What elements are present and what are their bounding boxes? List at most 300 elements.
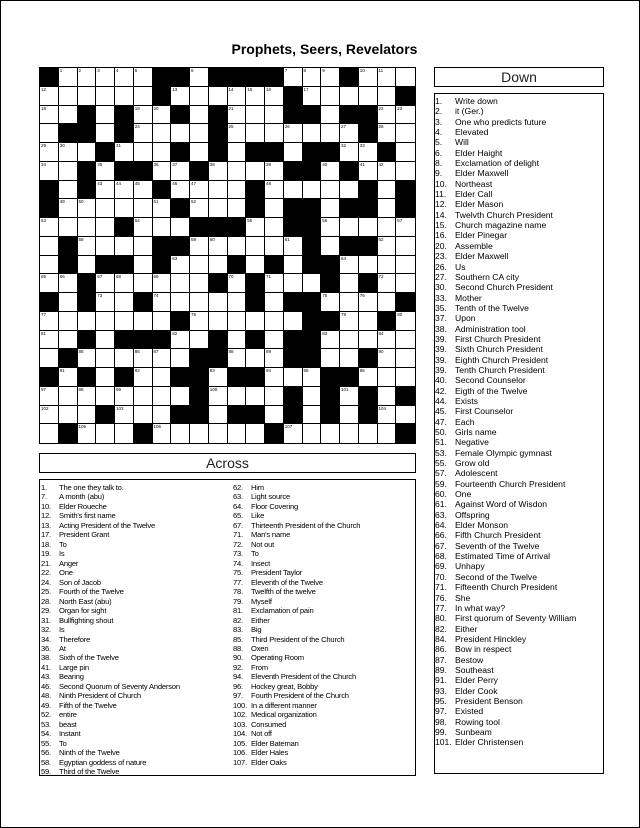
grid-cell[interactable] bbox=[265, 199, 284, 218]
grid-cell[interactable] bbox=[153, 424, 172, 443]
grid-cell[interactable] bbox=[59, 387, 78, 406]
grid-cell[interactable] bbox=[246, 162, 265, 181]
grid-cell[interactable] bbox=[321, 106, 340, 125]
grid-cell[interactable] bbox=[378, 424, 397, 443]
grid-cell[interactable] bbox=[190, 181, 209, 200]
grid-cell[interactable] bbox=[321, 218, 340, 237]
grid-cell[interactable] bbox=[284, 68, 303, 87]
grid-cell[interactable] bbox=[396, 349, 415, 368]
grid-cell[interactable] bbox=[59, 162, 78, 181]
grid-cell[interactable] bbox=[265, 124, 284, 143]
across-clue bbox=[233, 663, 360, 672]
grid-cell[interactable] bbox=[134, 181, 153, 200]
grid-cell[interactable] bbox=[378, 274, 397, 293]
clue-number: 29. bbox=[41, 606, 51, 616]
grid-cell[interactable] bbox=[340, 274, 359, 293]
grid-cell[interactable] bbox=[96, 87, 115, 106]
grid-cell[interactable] bbox=[153, 124, 172, 143]
grid-cell[interactable] bbox=[78, 424, 97, 443]
grid-cell[interactable] bbox=[115, 293, 134, 312]
grid-cell[interactable] bbox=[378, 293, 397, 312]
grid-cell[interactable] bbox=[134, 406, 153, 425]
grid-cell[interactable] bbox=[396, 406, 415, 425]
grid-cell[interactable] bbox=[40, 87, 59, 106]
grid-cell[interactable] bbox=[321, 293, 340, 312]
grid-cell[interactable] bbox=[359, 424, 378, 443]
grid-cell[interactable] bbox=[246, 349, 265, 368]
grid-cell[interactable] bbox=[396, 218, 415, 237]
grid-cell[interactable] bbox=[59, 199, 78, 218]
grid-cell[interactable] bbox=[265, 387, 284, 406]
grid-cell[interactable] bbox=[378, 387, 397, 406]
grid-cell[interactable] bbox=[190, 293, 209, 312]
clue-number: 3. bbox=[435, 116, 443, 127]
grid-cell[interactable] bbox=[246, 237, 265, 256]
grid-cell[interactable] bbox=[153, 406, 172, 425]
grid-cell[interactable] bbox=[171, 87, 190, 106]
grid-cell[interactable] bbox=[265, 312, 284, 331]
grid-cell[interactable] bbox=[59, 218, 78, 237]
grid-cell[interactable] bbox=[265, 368, 284, 387]
grid-cell[interactable] bbox=[265, 181, 284, 200]
grid-cell[interactable] bbox=[40, 256, 59, 275]
crossword-grid[interactable] bbox=[39, 67, 416, 444]
grid-cell[interactable] bbox=[284, 274, 303, 293]
grid-cell[interactable] bbox=[190, 68, 209, 87]
grid-cell[interactable] bbox=[340, 143, 359, 162]
grid-cell[interactable] bbox=[303, 87, 322, 106]
grid-cell[interactable] bbox=[153, 106, 172, 125]
grid-cell[interactable] bbox=[115, 387, 134, 406]
grid-cell[interactable] bbox=[396, 143, 415, 162]
grid-cell[interactable] bbox=[209, 237, 228, 256]
clue-number: 42 bbox=[378, 161, 384, 167]
grid-cell[interactable] bbox=[396, 274, 415, 293]
grid-cell[interactable] bbox=[340, 218, 359, 237]
grid-block bbox=[228, 218, 247, 237]
grid-cell[interactable] bbox=[59, 293, 78, 312]
grid-cell[interactable] bbox=[96, 162, 115, 181]
grid-cell[interactable] bbox=[340, 331, 359, 350]
grid-cell[interactable] bbox=[340, 312, 359, 331]
grid-block bbox=[78, 162, 97, 181]
grid-cell[interactable] bbox=[40, 387, 59, 406]
grid-cell[interactable] bbox=[190, 256, 209, 275]
grid-cell[interactable] bbox=[284, 368, 303, 387]
clue-number: 1. bbox=[41, 483, 47, 492]
grid-cell[interactable] bbox=[303, 181, 322, 200]
grid-cell[interactable] bbox=[59, 181, 78, 200]
clue-number: 87. bbox=[435, 654, 447, 665]
grid-cell[interactable] bbox=[171, 124, 190, 143]
grid-cell[interactable] bbox=[378, 162, 397, 181]
grid-cell[interactable] bbox=[78, 218, 97, 237]
grid-cell[interactable] bbox=[153, 143, 172, 162]
grid-cell[interactable] bbox=[246, 424, 265, 443]
grid-cell[interactable] bbox=[284, 312, 303, 331]
grid-cell[interactable] bbox=[190, 312, 209, 331]
grid-cell[interactable] bbox=[96, 218, 115, 237]
grid-cell[interactable] bbox=[153, 387, 172, 406]
grid-cell[interactable] bbox=[321, 199, 340, 218]
grid-cell[interactable] bbox=[134, 143, 153, 162]
clue-text: Acting President of the Twelve bbox=[59, 520, 156, 530]
grid-cell[interactable] bbox=[78, 312, 97, 331]
grid-cell[interactable] bbox=[40, 274, 59, 293]
grid-cell[interactable] bbox=[303, 124, 322, 143]
grid-cell[interactable] bbox=[209, 387, 228, 406]
grid-cell[interactable] bbox=[284, 143, 303, 162]
grid-cell[interactable] bbox=[284, 124, 303, 143]
grid-cell[interactable] bbox=[96, 274, 115, 293]
grid-cell[interactable] bbox=[378, 368, 397, 387]
grid-cell[interactable] bbox=[228, 199, 247, 218]
grid-cell[interactable] bbox=[209, 293, 228, 312]
grid-cell[interactable] bbox=[228, 124, 247, 143]
clue-number: 102. bbox=[233, 710, 247, 720]
clue-number: 80. bbox=[435, 613, 447, 624]
grid-cell[interactable] bbox=[171, 274, 190, 293]
grid-cell[interactable] bbox=[228, 349, 247, 368]
down-clue bbox=[435, 344, 576, 354]
grid-cell[interactable] bbox=[171, 349, 190, 368]
grid-cell[interactable] bbox=[321, 349, 340, 368]
grid-cell[interactable] bbox=[96, 312, 115, 331]
grid-cell[interactable] bbox=[265, 87, 284, 106]
grid-cell[interactable] bbox=[321, 87, 340, 106]
grid-cell[interactable] bbox=[78, 406, 97, 425]
grid-cell[interactable] bbox=[321, 124, 340, 143]
grid-cell[interactable] bbox=[171, 162, 190, 181]
grid-cell[interactable] bbox=[396, 368, 415, 387]
grid-cell[interactable] bbox=[246, 387, 265, 406]
grid-cell[interactable] bbox=[115, 87, 134, 106]
grid-cell[interactable] bbox=[340, 349, 359, 368]
grid-cell[interactable] bbox=[59, 331, 78, 350]
grid-cell[interactable] bbox=[134, 199, 153, 218]
clue-text: In what way? bbox=[455, 602, 506, 613]
grid-cell[interactable] bbox=[115, 424, 134, 443]
clue-number: 54 bbox=[134, 218, 140, 223]
grid-cell[interactable] bbox=[115, 274, 134, 293]
grid-cell[interactable] bbox=[134, 349, 153, 368]
grid-cell[interactable] bbox=[171, 331, 190, 350]
grid-cell[interactable] bbox=[284, 237, 303, 256]
grid-cell[interactable] bbox=[78, 68, 97, 87]
grid-cell[interactable] bbox=[228, 331, 247, 350]
grid-block bbox=[78, 331, 97, 350]
grid-cell[interactable] bbox=[228, 312, 247, 331]
grid-cell[interactable] bbox=[340, 181, 359, 200]
grid-cell[interactable] bbox=[171, 181, 190, 200]
clue-number: 45 bbox=[134, 180, 140, 186]
grid-cell[interactable] bbox=[153, 274, 172, 293]
grid-cell[interactable] bbox=[228, 162, 247, 181]
grid-cell[interactable] bbox=[359, 293, 378, 312]
grid-cell[interactable] bbox=[396, 312, 415, 331]
grid-cell[interactable] bbox=[209, 181, 228, 200]
grid-cell[interactable] bbox=[228, 293, 247, 312]
grid-cell[interactable] bbox=[59, 106, 78, 125]
grid-cell[interactable] bbox=[378, 199, 397, 218]
grid-cell[interactable] bbox=[265, 274, 284, 293]
grid-cell[interactable] bbox=[190, 106, 209, 125]
clue-text: Sixth of the Twelve bbox=[59, 653, 119, 663]
grid-cell[interactable] bbox=[303, 387, 322, 406]
grid-cell[interactable] bbox=[378, 406, 397, 425]
grid-cell[interactable] bbox=[378, 256, 397, 275]
grid-cell[interactable] bbox=[96, 106, 115, 125]
clue-text: Bow in respect bbox=[455, 644, 512, 655]
down-clue bbox=[435, 448, 576, 458]
grid-cell[interactable] bbox=[284, 181, 303, 200]
grid-cell[interactable] bbox=[340, 424, 359, 443]
grid-cell[interactable] bbox=[378, 331, 397, 350]
grid-cell[interactable] bbox=[378, 237, 397, 256]
grid-cell[interactable] bbox=[190, 237, 209, 256]
grid-cell[interactable] bbox=[153, 162, 172, 181]
grid-cell[interactable] bbox=[359, 143, 378, 162]
grid-cell[interactable] bbox=[359, 87, 378, 106]
grid-cell[interactable] bbox=[378, 68, 397, 87]
grid-cell[interactable] bbox=[96, 349, 115, 368]
grid-cell[interactable] bbox=[115, 181, 134, 200]
grid-block bbox=[115, 218, 134, 237]
grid-cell[interactable] bbox=[209, 87, 228, 106]
grid-cell[interactable] bbox=[340, 124, 359, 143]
grid-cell[interactable] bbox=[134, 387, 153, 406]
grid-cell[interactable] bbox=[228, 181, 247, 200]
grid-cell[interactable] bbox=[153, 218, 172, 237]
grid-cell[interactable] bbox=[40, 349, 59, 368]
grid-cell[interactable] bbox=[340, 293, 359, 312]
grid-cell[interactable] bbox=[78, 256, 97, 275]
grid-cell[interactable] bbox=[209, 424, 228, 443]
grid-cell[interactable] bbox=[359, 162, 378, 181]
grid-cell[interactable] bbox=[303, 424, 322, 443]
grid-cell[interactable] bbox=[359, 368, 378, 387]
grid-cell[interactable] bbox=[209, 368, 228, 387]
grid-cell[interactable] bbox=[321, 68, 340, 87]
grid-cell[interactable] bbox=[115, 312, 134, 331]
grid-cell[interactable] bbox=[59, 312, 78, 331]
grid-cell[interactable] bbox=[396, 124, 415, 143]
grid-cell[interactable] bbox=[96, 293, 115, 312]
grid-cell[interactable] bbox=[78, 237, 97, 256]
grid-cell[interactable] bbox=[190, 87, 209, 106]
grid-cell[interactable] bbox=[96, 124, 115, 143]
grid-cell[interactable] bbox=[265, 349, 284, 368]
grid-cell[interactable] bbox=[134, 256, 153, 275]
grid-cell[interactable] bbox=[59, 406, 78, 425]
grid-cell[interactable] bbox=[59, 368, 78, 387]
grid-cell[interactable] bbox=[246, 312, 265, 331]
grid-cell[interactable] bbox=[96, 68, 115, 87]
grid-cell[interactable] bbox=[303, 68, 322, 87]
grid-cell[interactable] bbox=[209, 406, 228, 425]
grid-cell[interactable] bbox=[246, 218, 265, 237]
grid-cell[interactable] bbox=[396, 256, 415, 275]
grid-cell[interactable] bbox=[171, 387, 190, 406]
grid-cell[interactable] bbox=[134, 124, 153, 143]
grid-cell[interactable] bbox=[246, 87, 265, 106]
grid-cell[interactable] bbox=[359, 331, 378, 350]
grid-cell[interactable] bbox=[40, 143, 59, 162]
grid-cell[interactable] bbox=[321, 331, 340, 350]
grid-cell[interactable] bbox=[190, 424, 209, 443]
grid-cell[interactable] bbox=[378, 106, 397, 125]
grid-cell[interactable] bbox=[134, 68, 153, 87]
grid-cell[interactable] bbox=[265, 406, 284, 425]
grid-cell[interactable] bbox=[40, 312, 59, 331]
grid-cell[interactable] bbox=[284, 424, 303, 443]
grid-cell[interactable] bbox=[171, 256, 190, 275]
grid-cell[interactable] bbox=[228, 143, 247, 162]
grid-cell[interactable] bbox=[340, 87, 359, 106]
grid-cell[interactable] bbox=[209, 199, 228, 218]
grid-cell[interactable] bbox=[96, 368, 115, 387]
grid-cell[interactable] bbox=[153, 312, 172, 331]
grid-cell[interactable] bbox=[396, 162, 415, 181]
grid-cell[interactable] bbox=[96, 387, 115, 406]
grid-cell[interactable] bbox=[153, 199, 172, 218]
grid-cell[interactable] bbox=[40, 106, 59, 125]
grid-cell[interactable] bbox=[246, 124, 265, 143]
grid-cell[interactable] bbox=[359, 256, 378, 275]
grid-cell[interactable] bbox=[190, 199, 209, 218]
grid-cell[interactable] bbox=[359, 218, 378, 237]
grid-cell[interactable] bbox=[265, 331, 284, 350]
grid-cell[interactable] bbox=[171, 293, 190, 312]
clue-text: Big bbox=[251, 625, 262, 635]
grid-cell[interactable] bbox=[115, 143, 134, 162]
grid-cell[interactable] bbox=[78, 349, 97, 368]
grid-cell[interactable] bbox=[59, 68, 78, 87]
grid-cell[interactable] bbox=[246, 106, 265, 125]
grid-cell[interactable] bbox=[190, 143, 209, 162]
grid-cell[interactable] bbox=[228, 237, 247, 256]
grid-cell[interactable] bbox=[303, 368, 322, 387]
grid-cell[interactable] bbox=[59, 87, 78, 106]
grid-cell[interactable] bbox=[228, 87, 247, 106]
grid-cell[interactable] bbox=[321, 237, 340, 256]
grid-cell[interactable] bbox=[78, 143, 97, 162]
grid-block bbox=[209, 274, 228, 293]
grid-cell[interactable] bbox=[378, 87, 397, 106]
grid-cell[interactable] bbox=[340, 256, 359, 275]
grid-cell[interactable] bbox=[134, 312, 153, 331]
grid-cell[interactable] bbox=[284, 256, 303, 275]
grid-cell[interactable] bbox=[340, 387, 359, 406]
grid-cell[interactable] bbox=[209, 312, 228, 331]
grid-cell[interactable] bbox=[40, 424, 59, 443]
grid-cell[interactable] bbox=[396, 331, 415, 350]
grid-cell[interactable] bbox=[303, 274, 322, 293]
grid-cell[interactable] bbox=[96, 181, 115, 200]
grid-cell[interactable] bbox=[378, 181, 397, 200]
grid-cell[interactable] bbox=[40, 406, 59, 425]
grid-cell[interactable] bbox=[265, 293, 284, 312]
grid-cell[interactable] bbox=[228, 387, 247, 406]
grid-cell[interactable] bbox=[265, 106, 284, 125]
grid-cell[interactable] bbox=[134, 274, 153, 293]
grid-cell[interactable] bbox=[246, 256, 265, 275]
grid-cell[interactable] bbox=[171, 424, 190, 443]
grid-cell[interactable] bbox=[396, 106, 415, 125]
grid-cell[interactable] bbox=[40, 162, 59, 181]
grid-cell[interactable] bbox=[265, 162, 284, 181]
grid-cell[interactable] bbox=[396, 237, 415, 256]
grid-cell[interactable] bbox=[190, 274, 209, 293]
grid-cell[interactable] bbox=[228, 274, 247, 293]
grid-cell[interactable] bbox=[153, 368, 172, 387]
grid-cell[interactable] bbox=[40, 218, 59, 237]
grid-cell[interactable] bbox=[153, 293, 172, 312]
grid-cell[interactable] bbox=[134, 87, 153, 106]
grid-cell[interactable] bbox=[378, 349, 397, 368]
grid-cell[interactable] bbox=[96, 424, 115, 443]
grid-cell[interactable] bbox=[134, 218, 153, 237]
grid-cell[interactable] bbox=[228, 424, 247, 443]
grid-cell[interactable] bbox=[96, 199, 115, 218]
grid-cell[interactable] bbox=[153, 349, 172, 368]
grid-cell[interactable] bbox=[321, 424, 340, 443]
grid-cell[interactable] bbox=[265, 218, 284, 237]
grid-cell[interactable] bbox=[134, 106, 153, 125]
grid-cell[interactable] bbox=[209, 256, 228, 275]
grid-cell[interactable] bbox=[115, 68, 134, 87]
grid-cell[interactable] bbox=[78, 199, 97, 218]
grid-cell[interactable] bbox=[40, 124, 59, 143]
grid-cell[interactable] bbox=[96, 237, 115, 256]
down-clue bbox=[435, 96, 576, 106]
grid-cell[interactable] bbox=[59, 274, 78, 293]
grid-cell[interactable] bbox=[134, 237, 153, 256]
grid-block bbox=[284, 406, 303, 425]
grid-cell[interactable] bbox=[359, 68, 378, 87]
grid-block bbox=[303, 256, 322, 275]
grid-cell[interactable] bbox=[340, 406, 359, 425]
clue-number: 66. bbox=[435, 530, 447, 541]
grid-cell[interactable] bbox=[321, 162, 340, 181]
grid-cell[interactable] bbox=[115, 237, 134, 256]
grid-cell[interactable] bbox=[209, 162, 228, 181]
grid-cell[interactable] bbox=[115, 349, 134, 368]
grid-cell[interactable] bbox=[378, 124, 397, 143]
grid-cell[interactable] bbox=[190, 331, 209, 350]
grid-cell[interactable] bbox=[359, 312, 378, 331]
grid-cell[interactable] bbox=[190, 124, 209, 143]
grid-cell[interactable] bbox=[78, 87, 97, 106]
grid-cell[interactable] bbox=[115, 199, 134, 218]
grid-cell[interactable] bbox=[40, 331, 59, 350]
grid-cell[interactable] bbox=[171, 218, 190, 237]
grid-cell[interactable] bbox=[321, 181, 340, 200]
grid-cell[interactable] bbox=[115, 406, 134, 425]
grid-cell[interactable] bbox=[96, 331, 115, 350]
grid-cell[interactable] bbox=[378, 218, 397, 237]
grid-cell[interactable] bbox=[134, 368, 153, 387]
grid-cell[interactable] bbox=[78, 387, 97, 406]
grid-cell[interactable] bbox=[396, 68, 415, 87]
grid-cell[interactable] bbox=[59, 143, 78, 162]
clue-number: 94. bbox=[233, 672, 243, 682]
across-clue bbox=[41, 511, 180, 520]
grid-cell[interactable] bbox=[40, 237, 59, 256]
grid-cell[interactable] bbox=[303, 406, 322, 425]
grid-cell[interactable] bbox=[265, 237, 284, 256]
grid-cell[interactable] bbox=[228, 106, 247, 125]
